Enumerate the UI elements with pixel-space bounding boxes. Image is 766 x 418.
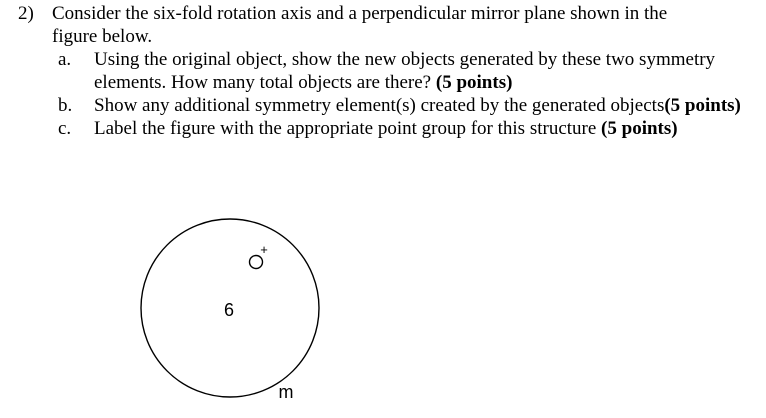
part-b-letter: b.	[58, 95, 73, 116]
question-stem	[18, 2, 758, 48]
part-a	[58, 48, 758, 94]
question-block	[18, 2, 758, 140]
part-c-text: Label the figure with the appropriate point group for this structure	[94, 118, 597, 139]
part-a-text: Using the original object, show the new objects generated by these two symmetry elements. How many total objects are there?	[94, 49, 716, 93]
part-b-text: Show any additional symmetry element(s) created by the generated objects	[94, 95, 665, 116]
object-sign-label: +	[260, 242, 268, 257]
part-a-points: (5 points)	[435, 72, 513, 93]
original-object-circle	[250, 256, 263, 269]
part-c-points: (5 points)	[601, 118, 678, 139]
figure-canvas	[130, 212, 330, 412]
part-c	[58, 117, 758, 140]
question-text-line-2: figure below.	[52, 26, 153, 47]
part-b	[58, 94, 758, 117]
part-c-letter: c.	[58, 118, 72, 139]
part-b-points: (5 points)	[664, 95, 741, 116]
mirror-plane-label: m	[278, 382, 294, 402]
question-parts	[18, 48, 758, 140]
question-text-line-1: Consider the six-fold rotation axis and a perpendicular mirror plane shown in the	[52, 3, 668, 24]
stereographic-projection-figure	[130, 212, 330, 412]
question-number: 2)	[18, 3, 34, 24]
six-fold-axis-label: 6	[223, 300, 235, 320]
part-a-letter: a.	[58, 49, 72, 70]
